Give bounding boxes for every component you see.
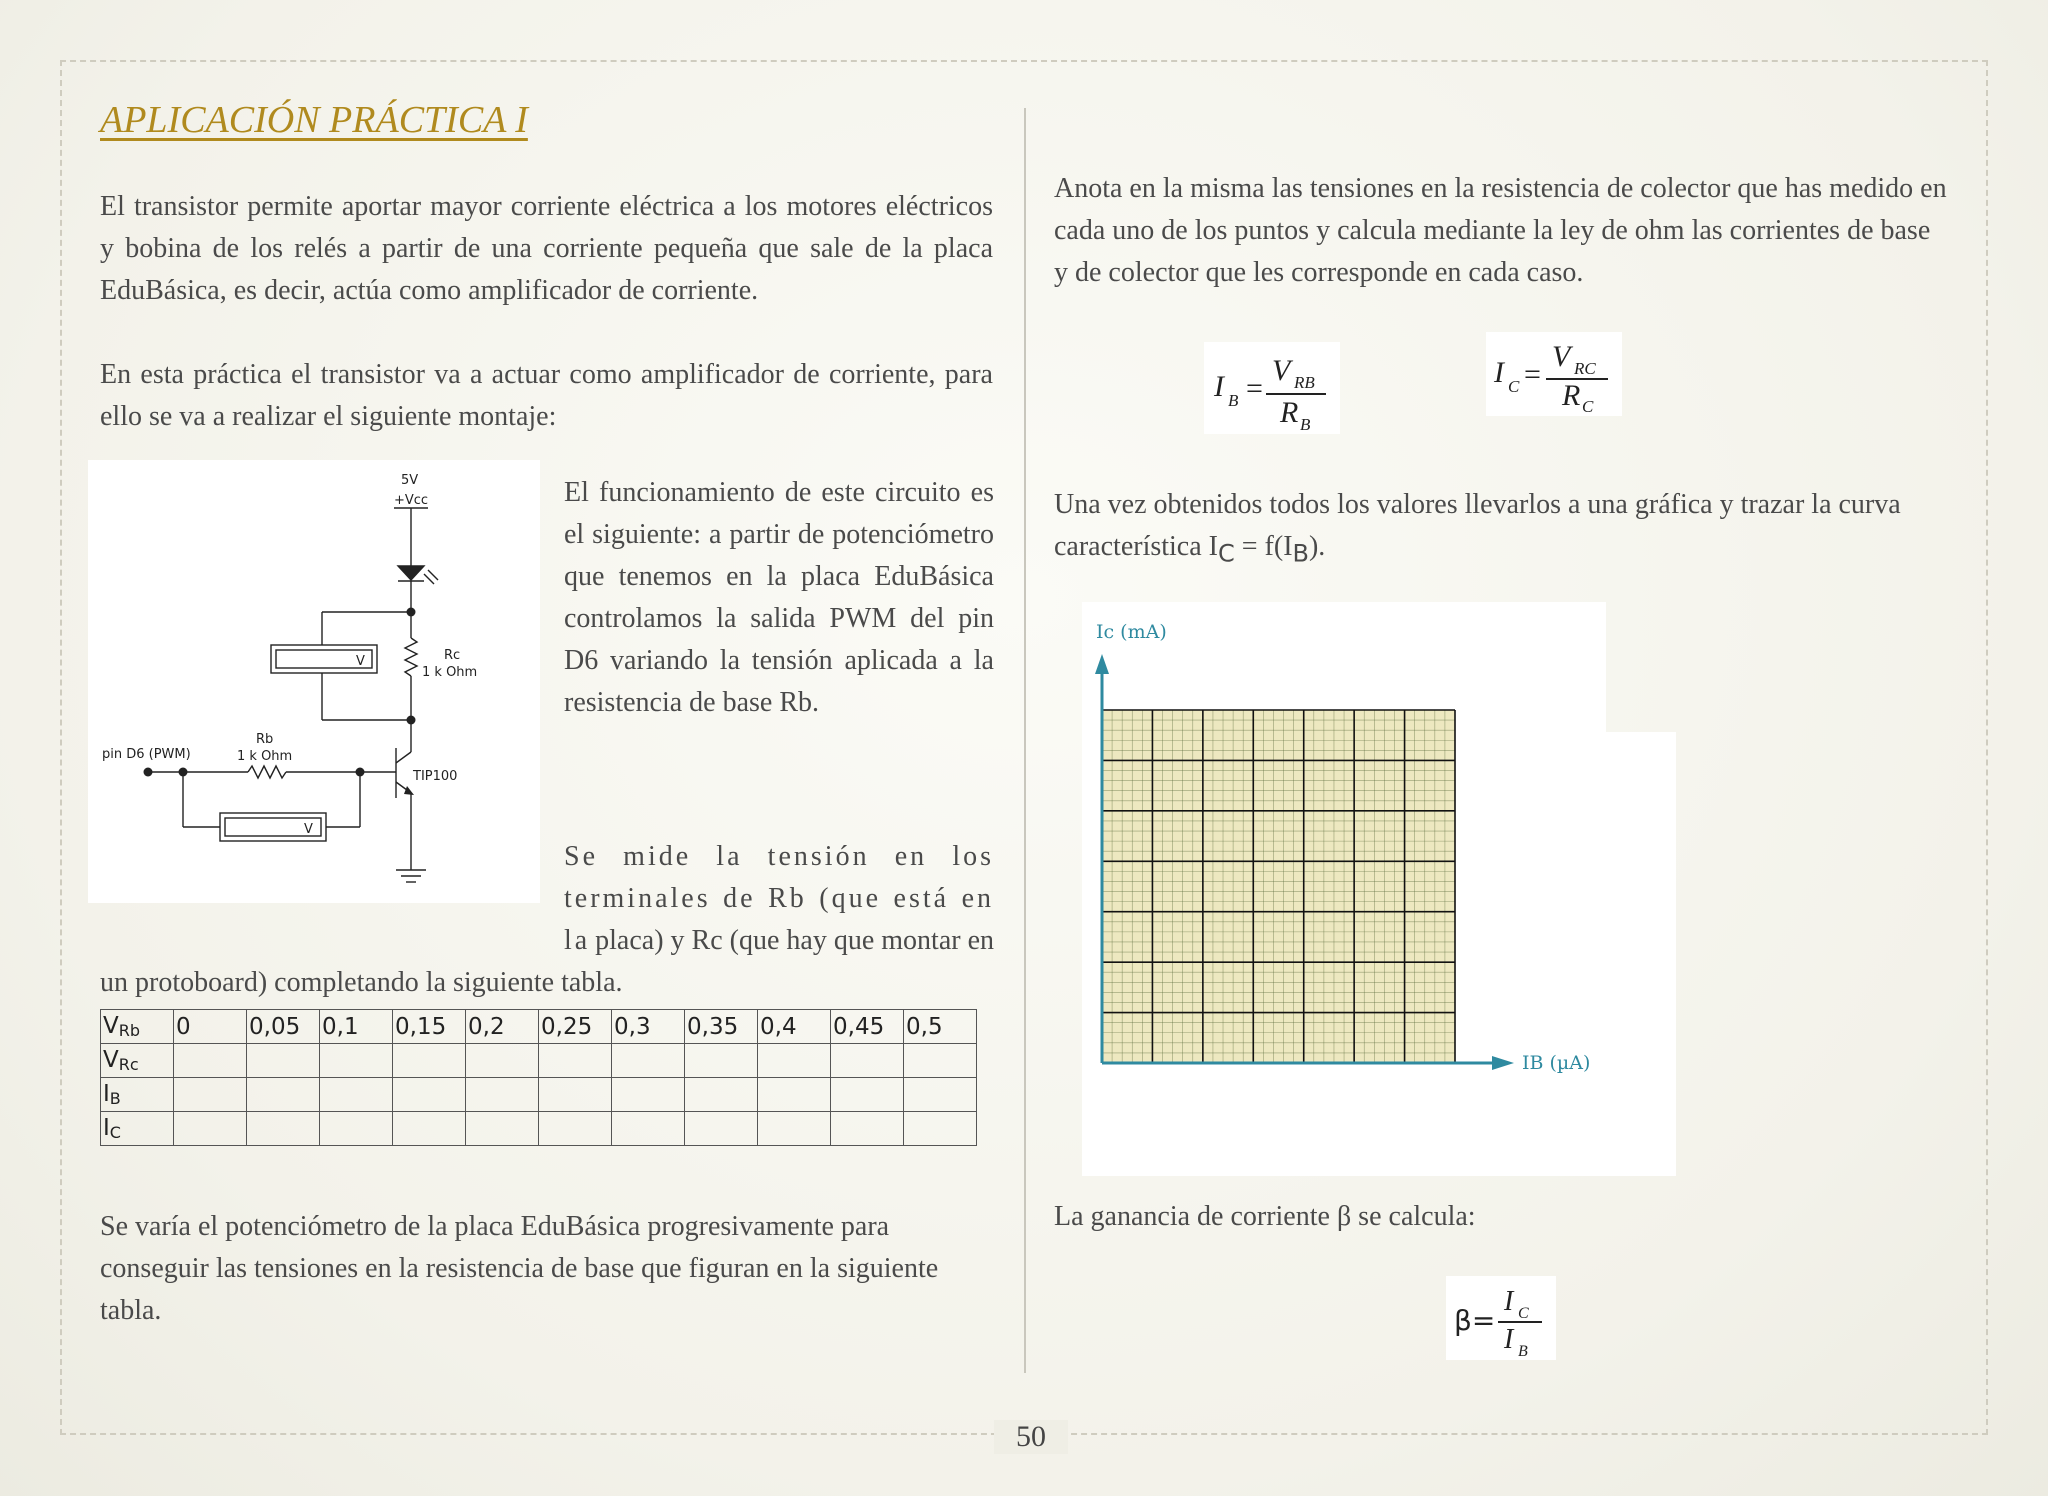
table-cell: 0,45 (831, 1010, 904, 1044)
measure-text-1: Se mide la tensión en los terminales de Rb (que está en la (564, 841, 994, 956)
svg-text:B: B (1228, 391, 1239, 410)
rb-value-label: 1 k Ohm (237, 749, 293, 764)
svg-text:β=: β= (1454, 1304, 1496, 1337)
beta-formula (1446, 1276, 1556, 1360)
svg-text:C: C (1518, 1305, 1529, 1322)
table-cell[interactable] (393, 1044, 466, 1078)
measure-text-3: un protoboard) completando la siguiente tabla. (100, 967, 623, 998)
ic-formula (1486, 332, 1622, 416)
svg-text:R: R (1562, 379, 1581, 412)
svg-text:RC: RC (1574, 359, 1596, 378)
table-cell[interactable] (685, 1078, 758, 1112)
rc-value-label: 1 k Ohm (422, 665, 478, 680)
table-cell[interactable] (174, 1112, 247, 1146)
table-cell[interactable] (831, 1112, 904, 1146)
table-cell[interactable] (758, 1044, 831, 1078)
gain-text: La ganancia de corriente β se calcula: (1054, 1201, 1476, 1232)
svg-text:=: = (1246, 372, 1263, 405)
transistor-label: TIP100 (413, 769, 458, 784)
table-row-header: $V_{Rc}$ (101, 1044, 174, 1078)
svg-text:B: B (1518, 1343, 1528, 1360)
table-cell[interactable] (612, 1078, 685, 1112)
voltmeter-rc-symbol: V (356, 654, 365, 669)
x-axis-label: IB (µA) (1522, 1052, 1591, 1074)
svg-text:RB: RB (1294, 373, 1315, 392)
table-row-header: $I_B$ (101, 1078, 174, 1112)
table-cell[interactable] (539, 1112, 612, 1146)
measurement-table (100, 1009, 977, 1146)
table-row-header-sub: Rc (118, 1055, 139, 1074)
table-cell[interactable] (904, 1112, 977, 1146)
table-cell[interactable] (174, 1044, 247, 1078)
intro-paragraph-2: En esta práctica el transistor va a actuar como amplificador de corriente, para ello se va a realizar el siguiente montaje: (100, 359, 993, 432)
table-cell: 0,2 (466, 1010, 539, 1044)
svg-text:I: I (1494, 356, 1504, 389)
table-cell: 0,25 (539, 1010, 612, 1044)
circuit-description: El funcionamiento de este circuito es el siguiente: a partir de potenciómetro que tenemos en la placa EduBásica controlamos la salida PWM del pin D6 variando la tensión aplicada a la resistencia de base Rb. (564, 477, 994, 718)
table-row (101, 1010, 977, 1044)
rc-name-label: Rc (444, 648, 461, 663)
table-row-header-sub: C (109, 1123, 121, 1142)
table-row (101, 1112, 977, 1146)
table-cell: 0,4 (758, 1010, 831, 1044)
table-cell: 0,1 (320, 1010, 393, 1044)
table-row (101, 1044, 977, 1078)
svg-text:B: B (1300, 415, 1311, 434)
page-title: APLICACIÓN PRÁCTICA I (100, 99, 528, 141)
ic-ib-graph (1082, 602, 1676, 1176)
svg-text:R: R (1280, 396, 1299, 429)
table-cell[interactable] (466, 1078, 539, 1112)
table-row (101, 1078, 977, 1112)
svg-text:I: I (1504, 1324, 1514, 1355)
table-cell[interactable] (612, 1112, 685, 1146)
circuit-diagram (88, 460, 540, 903)
table-cell[interactable] (247, 1044, 320, 1078)
voltmeter-rb-symbol: V (304, 822, 313, 837)
table-cell[interactable] (247, 1078, 320, 1112)
svg-text:V: V (1552, 340, 1571, 373)
table-cell[interactable] (320, 1044, 393, 1078)
grid-background (1102, 710, 1455, 1063)
supply-voltage-label: 5V (401, 473, 419, 488)
ib-formula (1204, 342, 1340, 434)
table-cell[interactable] (393, 1078, 466, 1112)
table-cell: 0,35 (685, 1010, 758, 1044)
page-number: 50 (994, 1420, 1068, 1454)
svg-text:I: I (1214, 370, 1224, 403)
table-cell[interactable] (685, 1044, 758, 1078)
table-row-header-sub: Rb (118, 1021, 141, 1040)
table-cell[interactable] (247, 1112, 320, 1146)
closing-paragraph: Se varía el potenciómetro de la placa EduBásica progresivamente para conseguir las tensiones en la resistencia de base que figuran en la siguiente tabla. (100, 1211, 939, 1326)
y-axis-label: Ic (mA) (1096, 621, 1167, 643)
table-row-header: $V_{Rb}$ (101, 1010, 174, 1044)
table-cell[interactable] (174, 1078, 247, 1112)
intro-paragraph: El transistor permite aportar mayor corriente eléctrica a los motores eléctricos y bobina de los relés a partir de una corriente pequeña que sale de la placa EduBásica, es decir, actúa como amplificador de corriente. (100, 191, 993, 306)
table-cell[interactable] (904, 1044, 977, 1078)
svg-text:=: = (1524, 358, 1541, 391)
table-cell[interactable] (758, 1112, 831, 1146)
rb-name-label: Rb (256, 732, 274, 747)
svg-text:C: C (1582, 397, 1594, 416)
table-cell: 0,5 (904, 1010, 977, 1044)
measure-text-2: placa) y Rc (que hay que montar en (595, 925, 994, 956)
table-cell[interactable] (831, 1044, 904, 1078)
table-cell[interactable] (685, 1112, 758, 1146)
table-cell[interactable] (320, 1078, 393, 1112)
table-cell[interactable] (612, 1044, 685, 1078)
pin-label: pin D6 (PWM) (102, 747, 191, 762)
table-row-header: $I_C$ (101, 1112, 174, 1146)
table-cell[interactable] (393, 1112, 466, 1146)
column-divider (1024, 108, 1026, 1373)
vcc-label: +Vcc (394, 493, 429, 508)
table-cell[interactable] (904, 1078, 977, 1112)
table-cell: 0,3 (612, 1010, 685, 1044)
svg-text:C: C (1508, 377, 1520, 396)
table-cell[interactable] (758, 1078, 831, 1112)
table-cell: 0,05 (247, 1010, 320, 1044)
graph-instruction: Una vez obtenidos todos los valores llevarlos a una gráfica y trazar la curva característica $I_C = f(I_B)$. (1054, 489, 1901, 568)
table-cell[interactable] (539, 1078, 612, 1112)
table-cell[interactable] (466, 1044, 539, 1078)
table-cell[interactable] (539, 1044, 612, 1078)
table-cell[interactable] (831, 1078, 904, 1112)
table-row-header-sub: B (109, 1089, 121, 1108)
table-cell: 0 (174, 1010, 247, 1044)
table-cell[interactable] (466, 1112, 539, 1146)
table-cell: 0,15 (393, 1010, 466, 1044)
annotate-paragraph: Anota en la misma las tensiones en la resistencia de colector que has medido en cada uno de los puntos y calcula mediante la ley de ohm las corrientes de base y de colector que les corresponde en cada caso. (1054, 173, 1947, 288)
svg-text:V: V (1272, 354, 1291, 387)
svg-text:I: I (1504, 1286, 1514, 1317)
table-cell[interactable] (320, 1112, 393, 1146)
